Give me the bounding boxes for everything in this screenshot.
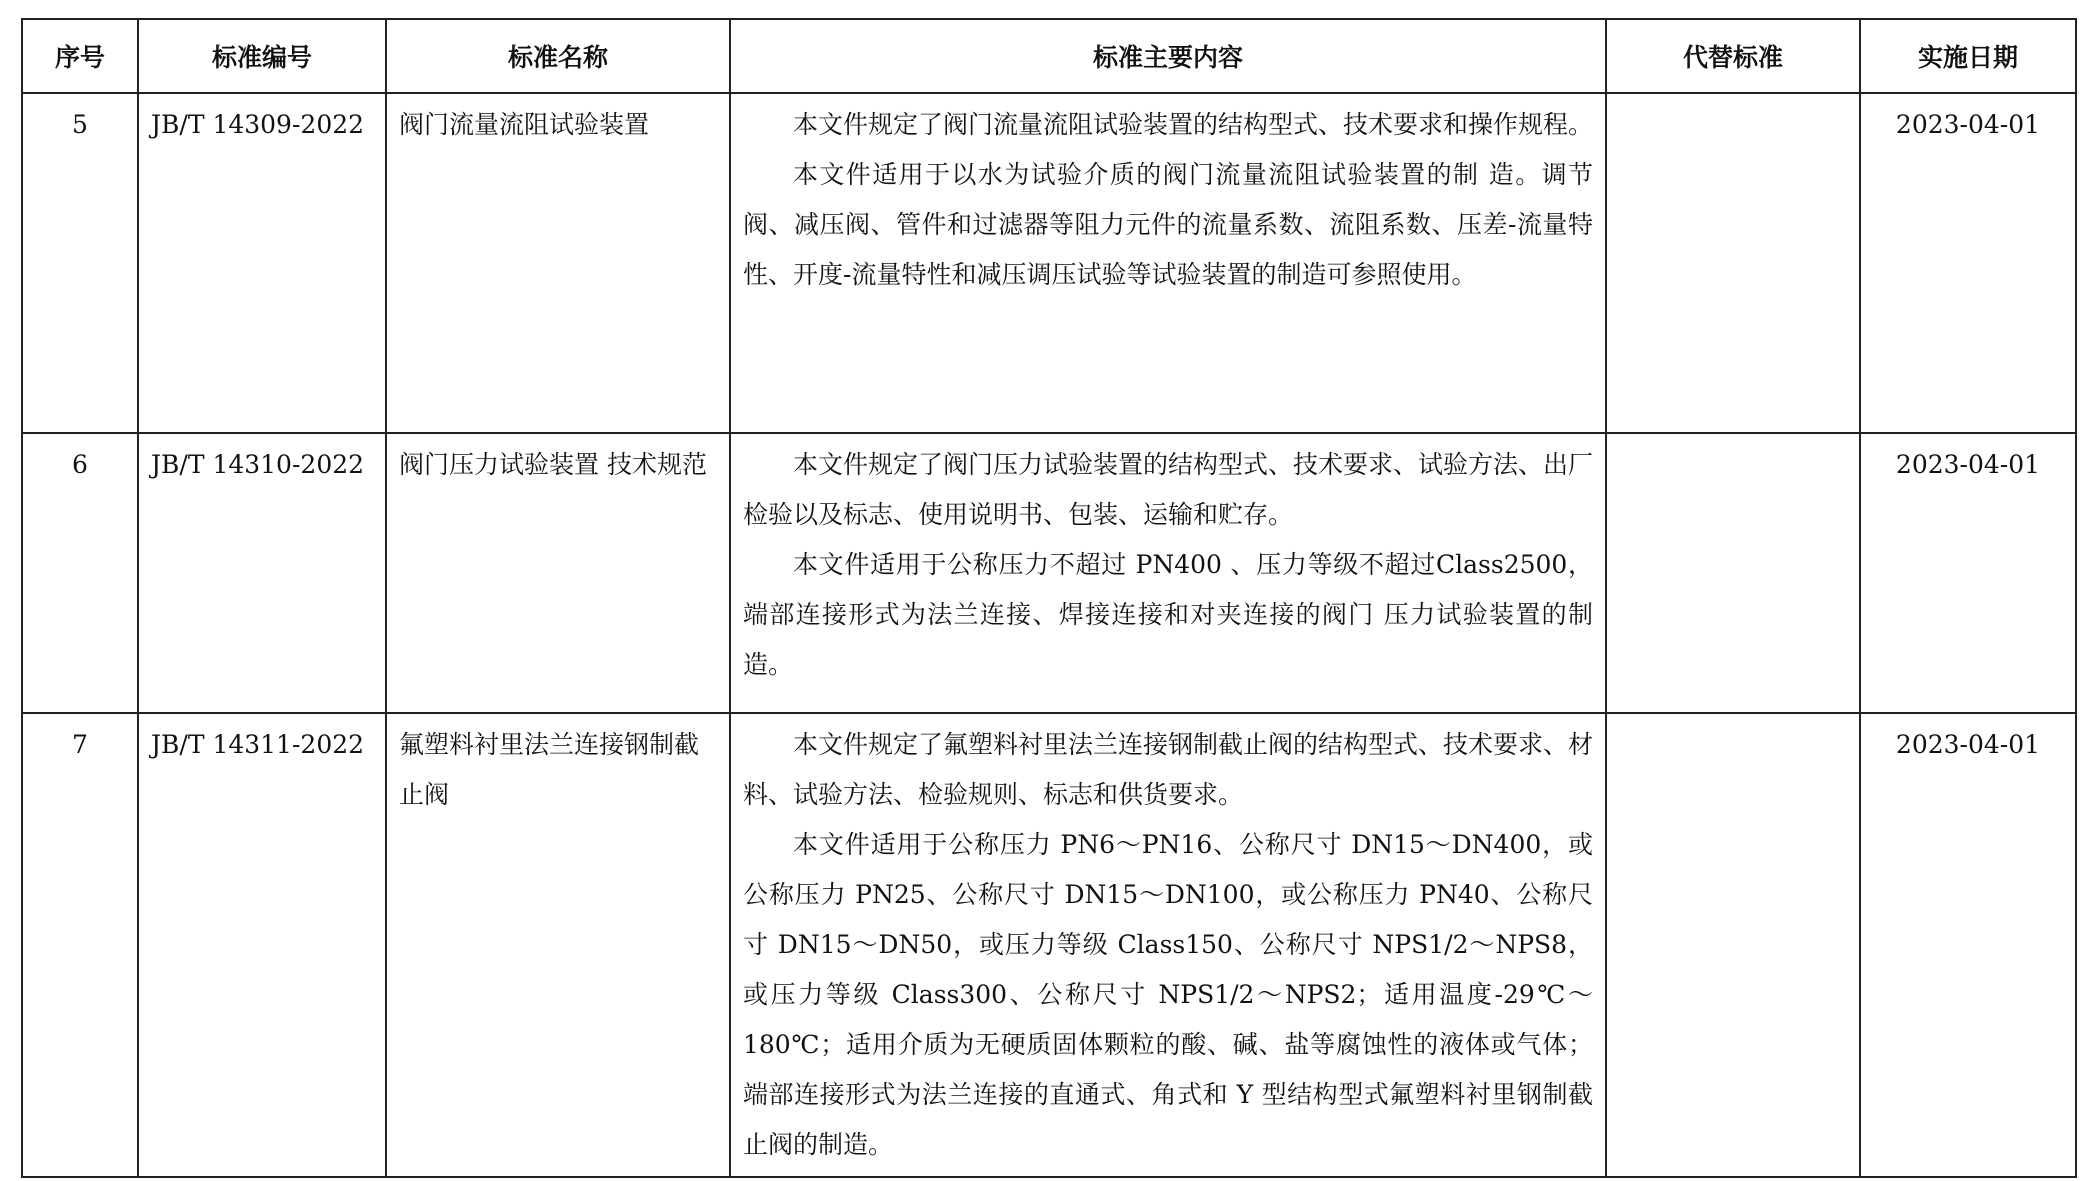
row-code: JB/T 14309-2022 xyxy=(138,93,386,433)
table-header-row xyxy=(22,19,2076,93)
row-replaces xyxy=(1606,433,1860,713)
row-content xyxy=(730,713,1606,1177)
header-date: 实施日期 xyxy=(1860,19,2076,93)
row-content xyxy=(730,93,1606,433)
row-content xyxy=(730,433,1606,713)
table-row xyxy=(22,433,2076,713)
header-code: 标准编号 xyxy=(138,19,386,93)
row-date: 2023-04-01 xyxy=(1860,713,2076,1177)
table-row xyxy=(22,713,2076,1177)
row-replaces xyxy=(1606,93,1860,433)
table-row xyxy=(22,93,2076,433)
row-seq: 7 xyxy=(22,713,138,1177)
row-date: 2023-04-01 xyxy=(1860,93,2076,433)
row-replaces xyxy=(1606,713,1860,1177)
row-date: 2023-04-01 xyxy=(1860,433,2076,713)
header-replaces: 代替标准 xyxy=(1606,19,1860,93)
header-seq: 序号 xyxy=(22,19,138,93)
header-name: 标准名称 xyxy=(386,19,730,93)
content-paragraph: 本文件适用于以水为试验介质的阀门流量流阻试验装置的制 造。调节阀、减压阀、管件和过滤器等阻力元件的流量系数、流阻系数、压差-流量特性、开度-流量特性和减压调压试验等试验装置的制造可参照使用。 xyxy=(743,160,1593,289)
row-code: JB/T 14311-2022 xyxy=(138,713,386,1177)
row-name: 阀门压力试验装置 技术规范 xyxy=(386,433,730,713)
row-seq: 5 xyxy=(22,93,138,433)
row-code: JB/T 14310-2022 xyxy=(138,433,386,713)
standards-page xyxy=(21,18,2075,1178)
row-seq: 6 xyxy=(22,433,138,713)
content-paragraph: 本文件规定了氟塑料衬里法兰连接钢制截止阀的结构型式、技术要求、材料、试验方法、检验规则、标志和供货要求。 xyxy=(743,730,1594,809)
header-content: 标准主要内容 xyxy=(730,19,1606,93)
row-name: 阀门流量流阻试验装置 xyxy=(386,93,730,433)
content-paragraph: 本文件规定了阀门压力试验装置的结构型式、技术要求、试验方法、出厂检验以及标志、使用说明书、包装、运输和贮存。 xyxy=(743,450,1594,529)
row-name: 氟塑料衬里法兰连接钢制截止阀 xyxy=(386,713,730,1177)
content-paragraph: 本文件适用于公称压力不超过 PN400 、压力等级不超过Class2500，端部连接形式为法兰连接、焊接连接和对夹连接的阀门 压力试验装置的制造。 xyxy=(743,550,1593,679)
content-paragraph: 本文件适用于公称压力 PN6～PN16、公称尺寸 DN15～DN400，或公称压力 PN25、公称尺寸 DN15～DN100，或公称压力 PN40、公称尺寸 DN15～DN50，或压力等级 Class150、公称尺寸 NPS1/2～NPS8，或压力等级 Class300、公称尺寸 NPS1/2～NPS2；适用温度-29℃～180℃；适用介质为无硬质固体颗粒的酸、碱、盐等腐蚀性的液体或气体；端部连接形式为法兰连接的直通式、角式和 Y 型结构型式氟塑料衬里钢制截止阀的制造。 xyxy=(743,830,1593,1159)
content-paragraph: 本文件规定了阀门流量流阻试验装置的结构型式、技术要求和操作规程。 xyxy=(793,110,1594,139)
standards-table xyxy=(21,18,2077,1178)
